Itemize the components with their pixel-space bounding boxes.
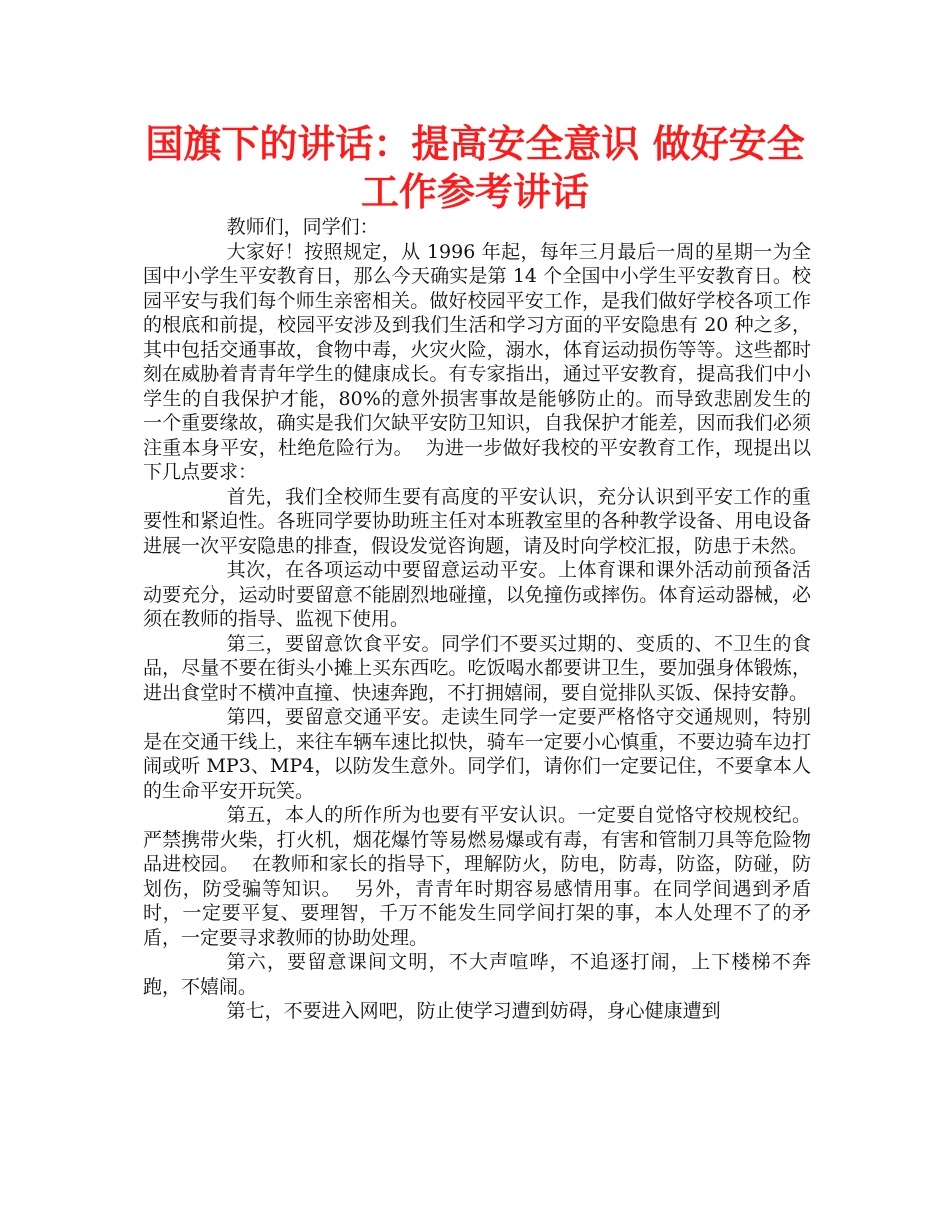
paragraph-seventh: 第七，不要进入网吧，防止使学习遭到妨碍，身心健康遭到 [226,1000,721,1022]
paragraph-second: 其次，在各项运动中要留意运动平安。上体育课和课外活动前预备活动要充分，运动时要留意不能剧烈地碰撞，以免撞伤或摔伤。体育运动器械，必须在教师的指导、监视下使用。 [143,559,811,630]
paragraph-first: 首先，我们全校师生要有高度的平安认识，充分认识到平安工作的重要性和紧迫性。各班同学要协助班主任对本班教室里的各种教学设备、用电设备进展一次平安隐患的排查，假设发觉咨询题，请及时向学校汇报，防患于未然。 [143,485,811,557]
paragraph-third: 第三，要留意饮食平安。同学们不要买过期的、变质的、不卫生的食品，尽量不要在街头小摊上买东西吃。吃饭喝水都要讲卫生，要加强身体锻炼，进出食堂时不横冲直撞、快速奔跑，不打拥嬉闹，要自觉排队买饭、保持安静。 [143,632,811,704]
paragraph-sixth: 第六，要留意课间文明，不大声喧哗，不追逐打闹，上下楼梯不奔跑，不嬉闹。 [143,951,811,998]
document-title: 国旗下的讲话：提高安全意识 做好安全工作参考讲话 [145,122,805,214]
paragraph-fifth: 第五，本人的所作所为也要有平安认识。一定要自觉恪守校规校纪。严禁携带火柴，打火机，烟花爆竹等易燃易爆或有毒，有害和管制刀具等危险物品进校园。 在教师和家长的指导下，理解防火，防电，防毒，防盗，防碰，防划伤，防受骗等知识。 另外，青青年时期容易感情用事。在同学间遇到矛盾时，一定要平复、要理智，千万不能发生同学间打架的事，本人处理不了的矛盾，一定要寻求教师的协助处理。 [143,804,811,949]
paragraph-intro: 大家好！按照规定，从 1996 年起，每年三月最后一周的星期一为全国中小学生平安教育日，那么今天确实是第 14 个全国中小学生平安教育日。校园平安与我们每个师生亲密相关。做好校园平安工作，是我们做好学校各项工作的根底和前提，校园平安涉及到我们生活和学习方面的平安隐患有 20 种之多，其中包括交通事故，食物中毒，火灾火险，溺水，体育运动损伤等等。这些都时刻在威胁着青青年学生的健康成长。有专家指出，通过平安教育，提高我们中小学生的自我保护才能，80%的意外损害事故是能够防止的。而导致悲剧发生的一个重要缘故，确实是我们欠缺平安防卫知识，自我保护才能差，因而我们必须注重本身平安，杜绝危险行为。 为进一步做好我校的平安教育工作，现提出以下几点要求： [143,240,811,483]
document-body [143,215,811,1024]
paragraph-fourth: 第四，要留意交通平安。走读生同学一定要严格恪守交通规则，特别是在交通干线上，来往车辆车速比拟快，骑车一定要小心慎重，不要边骑车边打闹或听 MP3、MP4，以防发生意外。同学们，请你们一定要记住，不要拿本人的生命平安开玩笑。 [143,706,811,802]
salutation: 教师们，同学们： [226,216,379,238]
